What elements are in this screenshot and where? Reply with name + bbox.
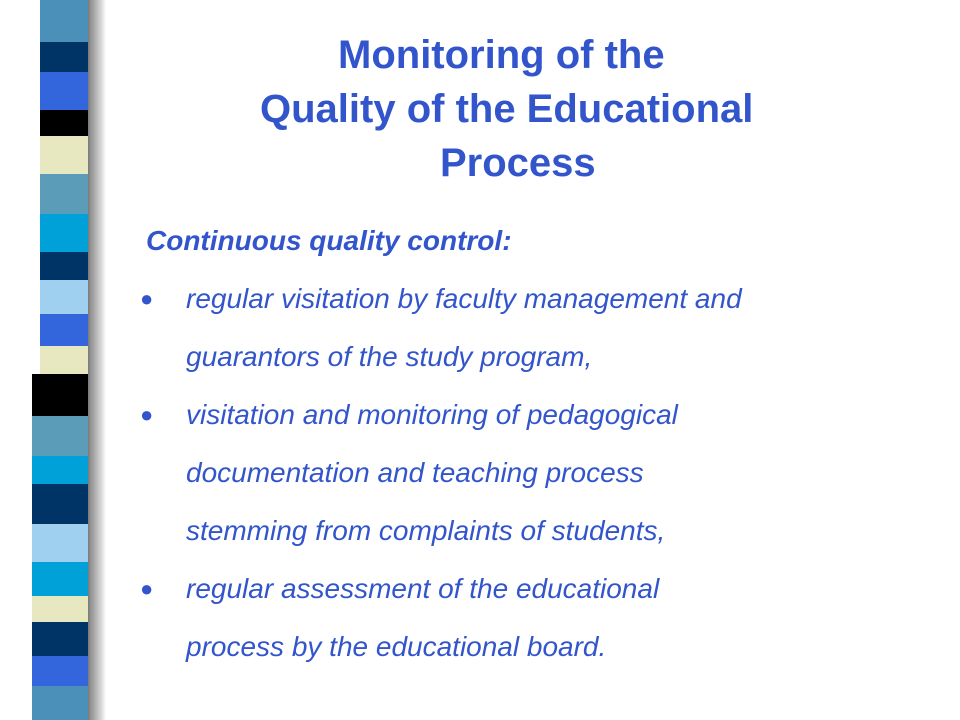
stripe-block [32, 484, 88, 524]
bullet-line: visitation and monitoring of pedagogical [186, 399, 678, 430]
bullet-dot-icon: ● [140, 286, 154, 311]
stripe-block [32, 416, 88, 456]
stripe-block [40, 346, 88, 374]
bullet-line: stemming from complaints of students, [186, 515, 666, 546]
stripe-block [40, 214, 88, 252]
bullet-item [140, 560, 946, 676]
stripe-block [40, 174, 88, 214]
bullet-line: process by the educational board. [186, 631, 607, 662]
stripe-block [32, 524, 88, 562]
stripe-block [32, 686, 88, 720]
stripe-shadow [92, 0, 106, 720]
decorative-stripe [32, 0, 92, 720]
stripe-block [32, 562, 88, 596]
stripe-block [40, 280, 88, 314]
bullet-line: documentation and teaching process [186, 457, 644, 488]
title-line-1: Monitoring of the [338, 33, 665, 77]
stripe-block [32, 596, 88, 622]
bullet-line: regular assessment of the educational [186, 573, 660, 604]
stripe-block [32, 456, 88, 484]
subheading: Continuous quality control: [146, 225, 512, 256]
slide-title [150, 28, 930, 190]
bullet-line: regular visitation by faculty management and [186, 283, 742, 314]
stripe-block [32, 656, 88, 686]
stripe-block [40, 252, 88, 280]
stripe-block [40, 72, 88, 110]
stripe-block [40, 0, 88, 14]
stripe-block [32, 622, 88, 656]
bullet-line: guarantors of the study program, [186, 341, 593, 372]
bullet-item [140, 270, 946, 386]
slide-body [140, 212, 946, 676]
title-line-3: Process [440, 141, 596, 185]
stripe-block [32, 374, 88, 416]
stripe-block [40, 110, 88, 136]
stripe-block [40, 42, 88, 72]
bullet-item [140, 386, 946, 560]
stripe-block [40, 314, 88, 346]
bullet-dot-icon: ● [140, 402, 154, 427]
title-line-2: Quality of the Educational [260, 87, 754, 131]
stripe-block [40, 136, 88, 174]
bullet-dot-icon: ● [140, 576, 154, 601]
stripe-block [40, 14, 88, 42]
